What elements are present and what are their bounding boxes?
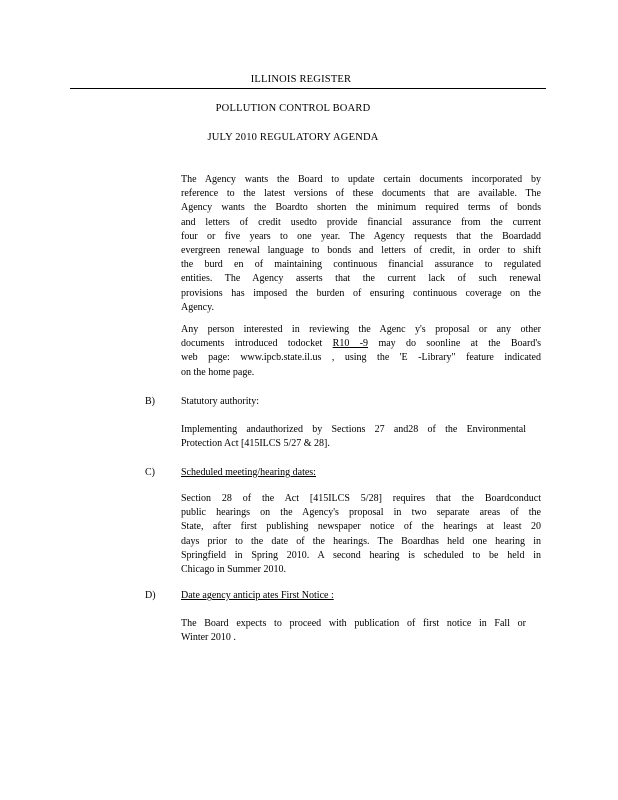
section-d-text (181, 617, 526, 645)
text-line: the burd en of maintaining continuous financial assurance to regulated (181, 259, 541, 271)
text-line: Implementing andauthorized by Sections 27 and28 of the Environmental (181, 424, 526, 435)
review-proposal-paragraph (181, 323, 541, 380)
text-line: Section 28 of the Act [415ILCS 5/28] requires that the Boardconduct (181, 493, 541, 504)
text-line: Protection Act [415ILCS 5/27 & 28]. (181, 438, 330, 450)
text-line: and letters of credit usedto provide financial assurance from the current (181, 216, 541, 228)
text-line: on the home page. (181, 366, 255, 378)
text-line: State, after first publishing newspaper notice of the hearings at least 20 (181, 521, 541, 533)
section-c-label: C) (145, 467, 155, 478)
header-rule (70, 88, 546, 89)
text-line: The Board expects to proceed with publication of first notice in Fall or (181, 618, 526, 629)
text-line: days prior to the date of the hearings. The Boardhas held one hearing in (181, 535, 541, 547)
section-d-label: D) (145, 590, 156, 601)
section-c-text (181, 492, 541, 577)
text-line: Any person interested in reviewing the Agenc y's proposal or any other (181, 324, 541, 335)
text-line: The Agency wants the Board to update certain documents incorporated by (181, 174, 541, 185)
text-line: provisions has imposed the burden of ensuring continuous coverage on the (181, 287, 541, 299)
section-b-heading: Statutory authority: (181, 396, 260, 407)
agenda-title: JULY 2010 REGULATORY AGENDA (207, 132, 379, 143)
text-line: documents introduced todocket R10 -9 may do soonline at the Board's (181, 338, 542, 350)
register-title: ILLINOIS REGISTER (250, 74, 352, 85)
section-d-heading: Date agency anticip ates First Notice : (181, 590, 334, 601)
text-line: Agency wants the Boardto shorten the minimum required terms of bonds (181, 202, 541, 214)
text-line: evergreen renewal language to bonds and letters of credit, in order to shift (181, 245, 541, 257)
section-c-heading: Scheduled meeting/hearing dates: (181, 467, 316, 478)
text-line: public hearings on the Agency's proposal in two separate areas of the (181, 507, 541, 519)
text-line: reference to the latest versions of these documents that are available. The (181, 188, 541, 200)
board-title: POLLUTION CONTROL BOARD (215, 103, 371, 114)
text-line: Agency. (181, 301, 214, 313)
text-line: web page: www.ipcb.state.il.us , using the 'E -Library" feature indicated (181, 352, 541, 364)
section-b-text (181, 423, 526, 451)
text-line: four or five years to one year. The Agency requests that the Boardadd (181, 230, 541, 242)
text-line: Chicago in Summer 2010. (181, 564, 286, 576)
text-line: Winter 2010 . (181, 632, 236, 644)
docket-number: R10 -9 (332, 338, 369, 350)
section-b-label: B) (145, 396, 155, 407)
text-line: Springfield in Spring 2010. A second hearing is scheduled to be held in (181, 549, 541, 561)
text-line: entities. The Agency asserts that the current lack of such renewal (181, 273, 541, 285)
agency-purpose-paragraph (181, 173, 541, 315)
